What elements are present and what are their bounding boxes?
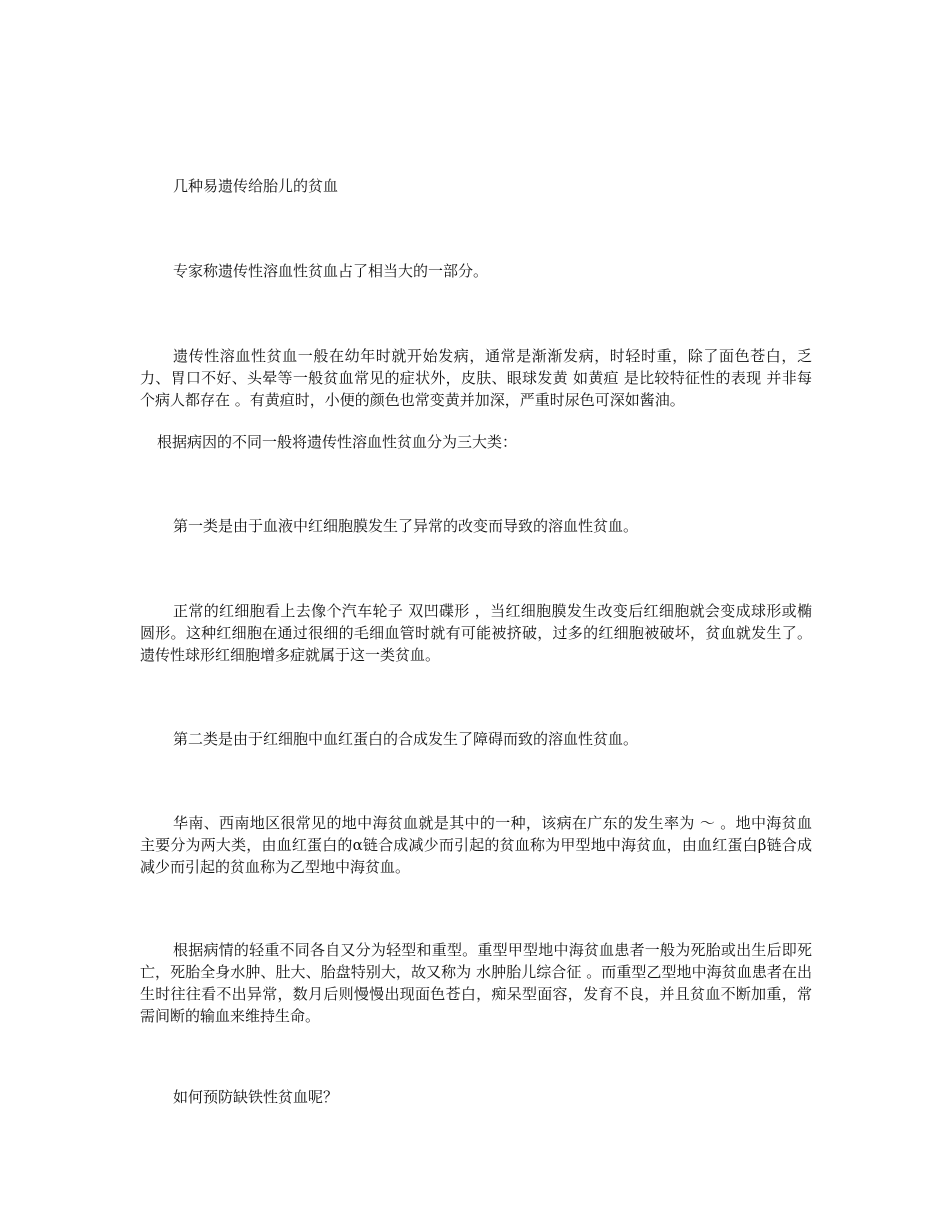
paragraph-classification: 根据病因的不同一般将遗传性溶血性贫血分为三大类： [157, 433, 518, 451]
paragraph-prevention-question: 如何预防缺铁性贫血呢？ [173, 1088, 339, 1106]
paragraph-thalassemia: 华南、西南地区很常见的地中海贫血就是其中的一种，该病在广东的发生率为 ～ 。地中海贫血主要分为两大类，由血红蛋白的α链合成减少而引起的贫血称为甲型地中海贫血，由血红蛋白β链合成减少而引起的贫血称为乙型地中海贫血。 [140, 814, 812, 876]
paragraph-severity: 根据病情的轻重不同各自又分为轻型和重型。重型甲型地中海贫血患者一般为死胎或出生后即死亡，死胎全身水肿、肚大、胎盘特别大，故又称为 水肿胎儿综合征 。而重型乙型地中海贫血患者在出生时往往看不出异常，数月后则慢慢出现面色苍白，痴呆型面容，发育不良，并且贫血不断加重，常需间断的输血来维持生命。 [140, 941, 812, 1025]
paragraph-type-two: 第二类是由于红细胞中血红蛋白的合成发生了障碍而致的溶血性贫血。 [173, 730, 639, 748]
paragraph-type-one: 第一类是由于血液中红细胞膜发生了异常的改变而导致的溶血性贫血。 [173, 517, 639, 535]
document-title: 几种易遗传给胎儿的贫血 [173, 177, 339, 195]
paragraph-red-cell-membrane: 正常的红细胞看上去像个汽车轮子 双凹碟形 ，当红细胞膜发生改变后红细胞就会变成球形或椭圆形。这种红细胞在通过很细的毛细血管时就有可能被挤破，过多的红细胞被破坏，贫血就发生了。遗传性球形红细胞增多症就属于这一类贫血。 [140, 602, 812, 664]
paragraph-symptoms: 遗传性溶血性贫血一般在幼年时就开始发病，通常是渐渐发病，时轻时重，除了面色苍白，乏力、胃口不好、头晕等一般贫血常见的症状外，皮肤、眼球发黄 如黄疸 是比较特征性的表现 并非每个病人都存在 。有黄疸时，小便的颜色也常变黄并加深，严重时尿色可深如酱油。 [140, 347, 812, 409]
paragraph-intro: 专家称遗传性溶血性贫血占了相当大的一部分。 [173, 262, 489, 280]
